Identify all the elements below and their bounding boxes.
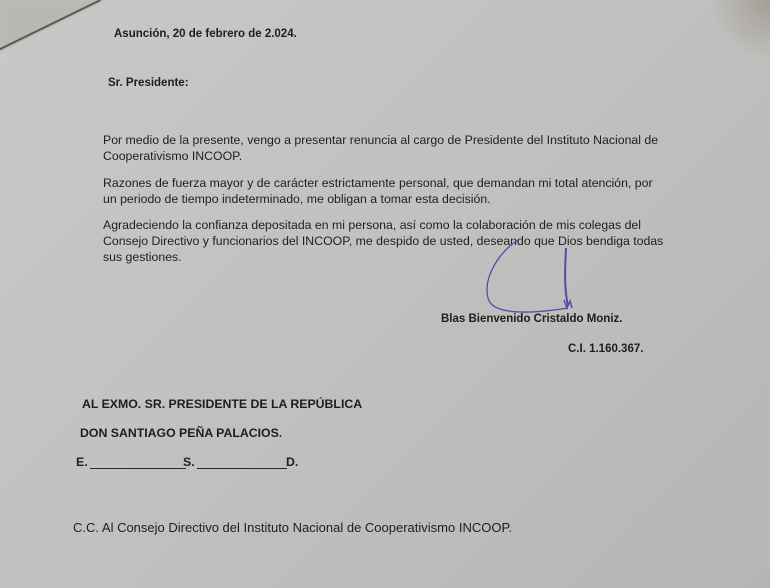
esd-s: S.: [183, 455, 195, 469]
esd-e: E.: [76, 455, 88, 469]
esd-line: [76, 455, 316, 473]
paragraph-farewell: Agradeciendo la confianza depositada en mi persona, así como la colaboración de mis colegas del Consejo Directivo y funcionarios del INCOOP, me despido de usted, deseando que Dios bendiga todas sus gestiones.: [103, 218, 664, 264]
paragraph-resignation: Por medio de la presente, vengo a presentar renuncia al cargo de Presidente del Instituto Nacional de Cooperativismo INCOOP.: [103, 133, 659, 163]
date-line: Asunción, 20 de febrero de 2.024.: [114, 28, 297, 40]
folded-corner: [0, 0, 105, 52]
corner-shadow: [710, 0, 770, 60]
signatory-name: Blas Bienvenido Cristaldo Moniz.: [441, 313, 623, 325]
esd-underline-1: [90, 468, 186, 469]
esd-d: D.: [286, 455, 299, 469]
salutation: Sr. Presidente:: [108, 77, 189, 89]
signatory-id: C.I. 1.160.367.: [568, 343, 644, 355]
esd-underline-2: [197, 468, 287, 469]
addressee-title: AL EXMO. SR. PRESIDENTE DE LA REPÚBLICA: [82, 397, 363, 411]
paragraph-reasons: Razones de fuerza mayor y de carácter estrictamente personal, que demandan mi total atención, por un periodo de tiempo indeterminado, me obligan a tomar esta decisión.: [103, 176, 653, 206]
addressee-name: DON SANTIAGO PEÑA PALACIOS.: [80, 426, 283, 440]
cc-line: C.C. Al Consejo Directivo del Instituto Nacional de Cooperativismo INCOOP.: [73, 520, 513, 535]
handwritten-signature: [478, 238, 588, 323]
